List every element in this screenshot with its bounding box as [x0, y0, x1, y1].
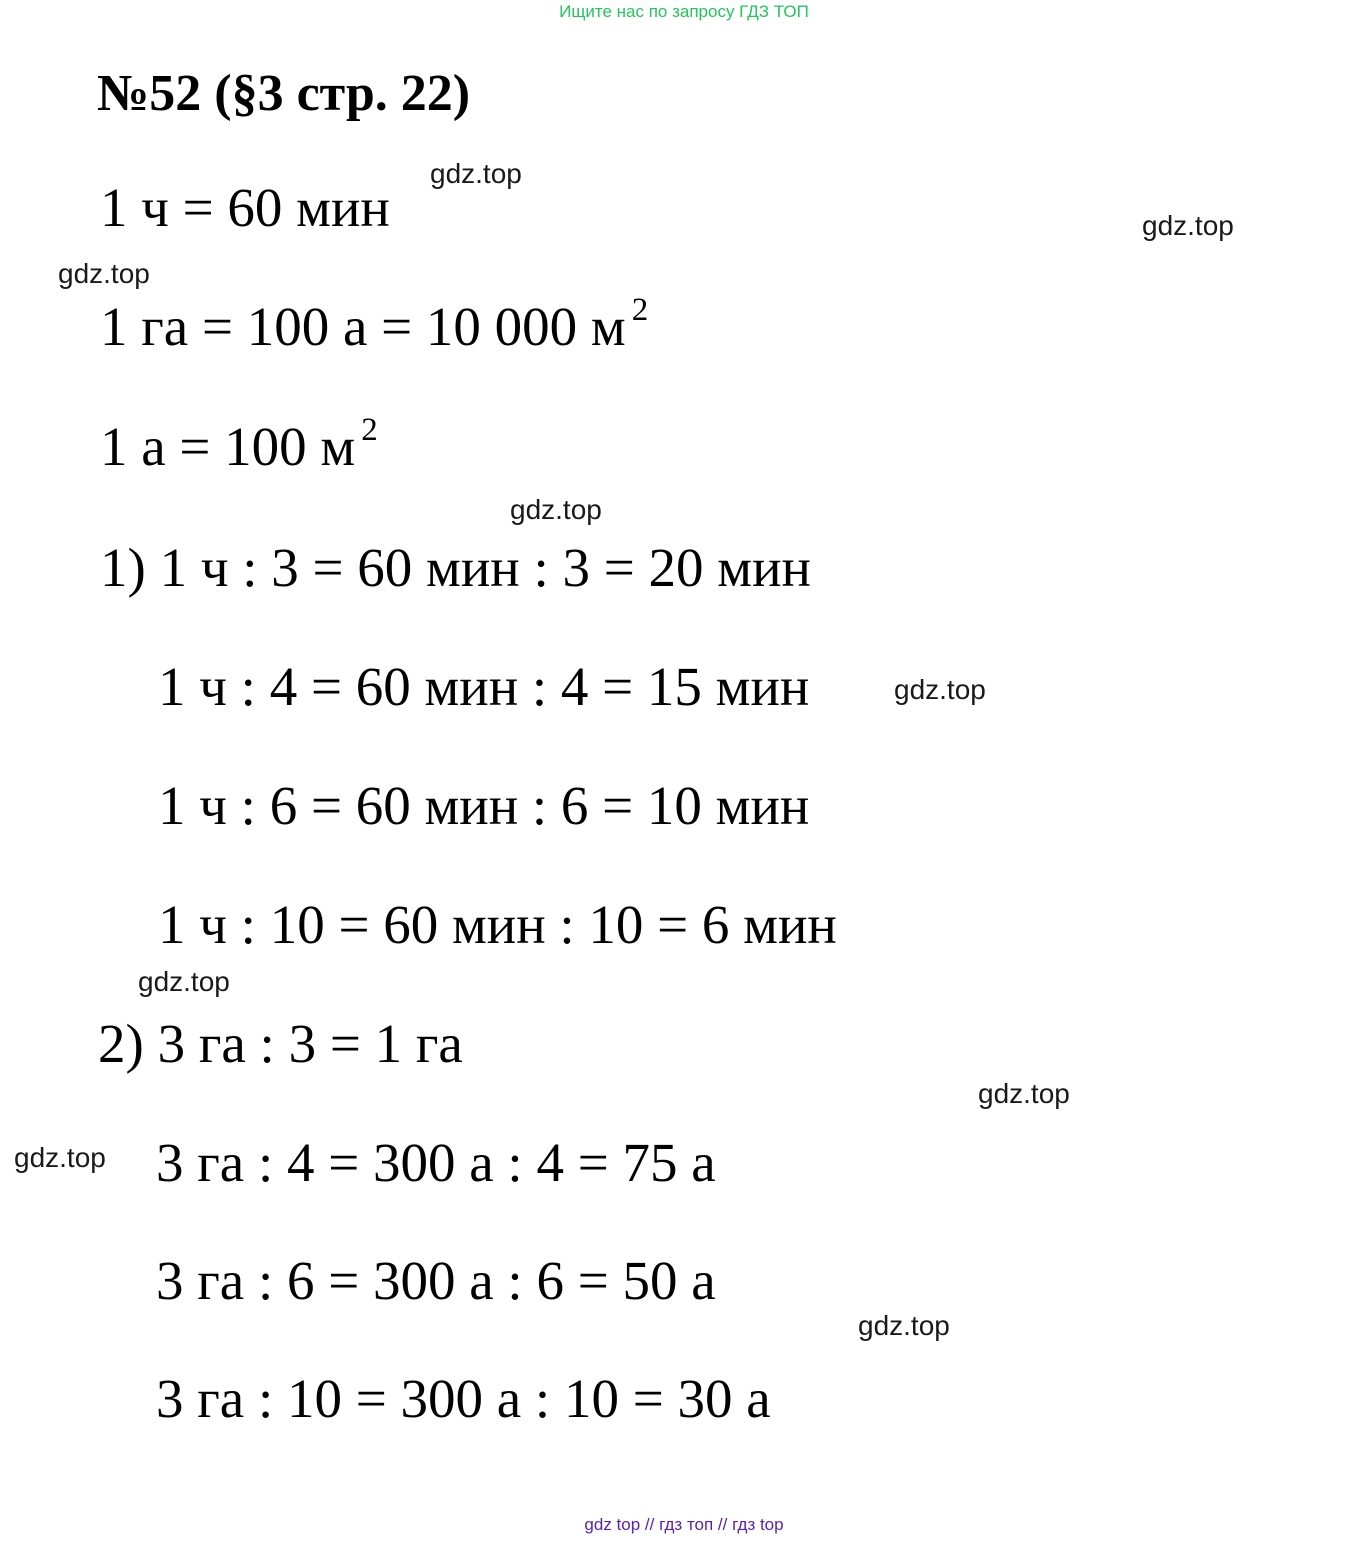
- part1-prefix: 1): [100, 537, 146, 598]
- equation: 3 га : 6 = 300 а : 6 = 50 а: [156, 1250, 716, 1311]
- watermark: gdz.top: [138, 966, 230, 997]
- equation: 3 га : 10 = 300 а : 10 = 30 а: [156, 1368, 771, 1429]
- equation: 1 ч : 10 = 60 мин : 10 = 6 мин: [158, 894, 837, 955]
- equation: 3 га : 4 = 300 а : 4 = 75 а: [156, 1132, 716, 1193]
- fact-hectare-conversion: [100, 291, 648, 363]
- fact-are-conversion: [100, 411, 378, 483]
- part1-line-2: [158, 651, 809, 723]
- part1-line-3: [158, 770, 809, 842]
- part2-line-3: [156, 1245, 716, 1317]
- watermark: gdz.top: [430, 158, 522, 189]
- watermark: gdz.top: [58, 258, 150, 289]
- watermark: gdz.top: [1142, 210, 1234, 241]
- part2-prefix: 2): [98, 1013, 144, 1074]
- fact-text: 1 ч = 60 мин: [100, 177, 390, 238]
- watermark: gdz.top: [14, 1142, 106, 1173]
- footer-links: gdz top // гдз топ // гдз top: [584, 1515, 784, 1534]
- top-banner: Ищите нас по запросу ГДЗ ТОП: [559, 2, 809, 21]
- fact-text: 1 га = 100 а = 10 000 м: [100, 296, 626, 357]
- part2-line-1: [98, 1008, 463, 1080]
- equation: 1 ч : 3 = 60 мин : 3 = 20 мин: [159, 537, 811, 598]
- equation: 1 ч : 4 = 60 мин : 4 = 15 мин: [158, 656, 810, 717]
- watermark: gdz.top: [510, 494, 602, 525]
- equation: 1 ч : 6 = 60 мин : 6 = 10 мин: [158, 775, 810, 836]
- part2-line-4: [156, 1363, 771, 1435]
- part1-line-1: [100, 532, 811, 604]
- part1-line-4: [158, 889, 837, 961]
- part2-line-2: [156, 1127, 716, 1199]
- superscript: 2: [361, 412, 378, 449]
- watermark: gdz.top: [858, 1310, 950, 1341]
- watermark: gdz.top: [894, 674, 986, 705]
- watermark: gdz.top: [978, 1078, 1070, 1109]
- equation: 3 га : 3 = 1 га: [157, 1013, 463, 1074]
- fact-hour-minutes: [100, 172, 390, 244]
- superscript: 2: [631, 292, 649, 329]
- page-title: №52 (§3 стр. 22): [97, 65, 471, 122]
- fact-text: 1 а = 100 м: [100, 416, 356, 477]
